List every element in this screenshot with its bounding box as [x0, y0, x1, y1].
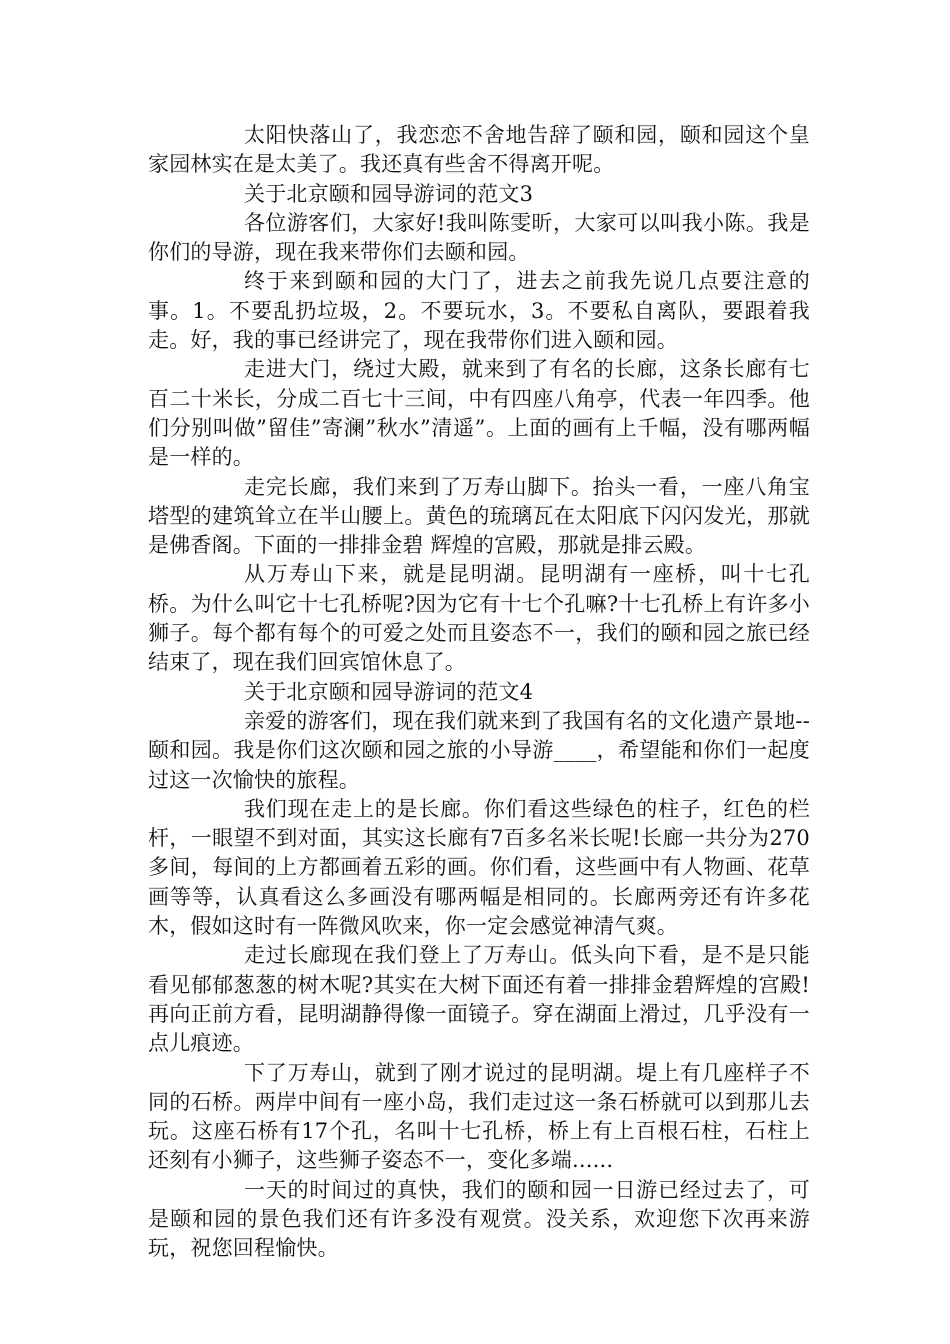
paragraph: 终于来到颐和园的大门了，进去之前我先说几点要注意的事。1。不要乱扔垃圾，2。不要玩水，3。不要私自离队，要跟着我走。好，我的事已经讲完了，现在我带你们进入颐和园。 — [148, 269, 810, 353]
paragraph: 我们现在走上的是长廊。你们看这些绿色的柱子，红色的栏杆，一眼望不到对面，其实这长廊有7百多名米长呢!长廊一共分为270多间，每间的上方都画着五彩的画。你们看，这些画中有人物画、花草画等等，认真看这么多画没有哪两幅是相同的。长廊两旁还有许多花木，假如这时有一阵微风吹来，你一定会感觉神清气爽。 — [148, 796, 810, 939]
paragraph: 走过长廊现在我们登上了万寿山。低头向下看，是不是只能看见郁郁葱葱的树木呢?其实在大树下面还有着一排排金碧辉煌的宫殿!再向正前方看，昆明湖静得像一面镜子。穿在湖面上滑过，几乎没有一点儿痕迹。 — [148, 943, 810, 1056]
paragraph: 一天的时间过的真快，我们的颐和园一日游已经过去了，可是颐和园的景色我们还有许多没有观赏。没关系，欢迎您下次再来游玩，祝您回程愉快。 — [148, 1177, 810, 1261]
section-heading-4: 关于北京颐和园导游词的范文4 — [244, 679, 534, 704]
paragraph-closing-text: 太阳快落山了，我恋恋不舍地告辞了颐和园，颐和园这个皇家园林实在是太美了。我还真有些舍不得离开呢。 — [148, 123, 810, 177]
paragraph: 走完长廊，我们来到了万寿山脚下。抬头一看，一座八角宝塔型的建筑耸立在半山腰上。黄色的琉璃瓦在太阳底下闪闪发光，那就是佛香阁。下面的一排排金碧 辉煌的宫殿，那就是排云殿。 — [148, 474, 810, 558]
paragraph: 各位游客们，大家好!我叫陈雯昕，大家可以叫我小陈。我是你们的导游，现在我来带你们去颐和园。 — [148, 210, 810, 265]
document-body — [148, 121, 810, 1264]
paragraph: 走进大门，绕过大殿，就来到了有名的长廊，这条长廊有七百二十米长，分成二百七十三间，中有四座八角亭，代表一年四季。他们分别叫做”留佳”寄澜”秋水”清遥”。上面的画有上千幅，没有哪两幅是一样的。 — [148, 357, 810, 470]
paragraph: 亲爱的游客们，现在我们就来到了我国有名的文化遗产景地--颐和园。我是你们这次颐和园之旅的小导游____，希望能和你们一起度过这一次愉快的旅程。 — [148, 708, 810, 792]
paragraph: 下了万寿山，就到了刚才说过的昆明湖。堤上有几座样子不同的石桥。两岸中间有一座小岛，我们走过这一条石桥就可以到那儿去玩。这座石桥有17个孔，名叫十七孔桥，桥上有上百根石柱，石柱上还刻有小狮子，这些狮子姿态不一，变化多端...... — [148, 1060, 810, 1173]
section-heading-3: 关于北京颐和园导游词的范文3 — [244, 181, 534, 206]
paragraph: 从万寿山下来，就是昆明湖。昆明湖有一座桥，叫十七孔桥。为什么叫它十七孔桥呢?因为它有十七个孔嘛?十七孔桥上有许多小狮子。每个都有每个的可爱之处而且姿态不一，我们的颐和园之旅已经结束了，现在我们回宾馆休息了。 — [148, 562, 810, 675]
